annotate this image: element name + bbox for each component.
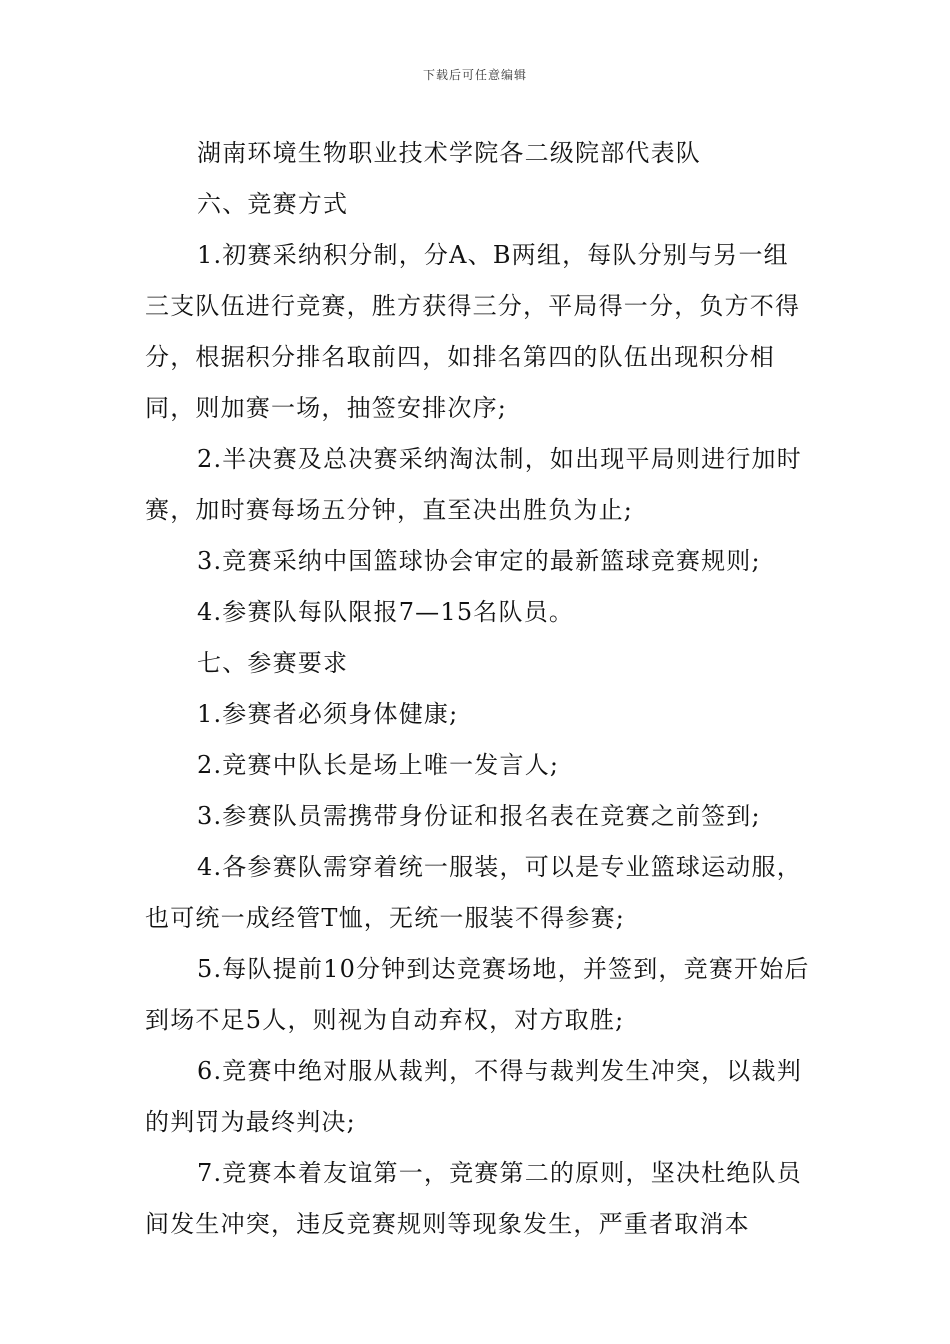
paragraph-captain-speaker: 2.竞赛中队长是场上唯一发言人; [197, 751, 560, 779]
section-heading-competition-format: 六、竞赛方式 [197, 190, 349, 218]
paragraph-id-signin: 3.参赛队员需携带身份证和报名表在竞赛之前签到; [197, 802, 761, 830]
paragraph-roster-limit: 4.参赛队每队限报7—15名队员。 [197, 598, 575, 626]
paragraph-team-list: 湖南环境生物职业技术学院各二级院部代表队 [197, 139, 701, 167]
paragraph-health-requirement: 1.参赛者必须身体健康; [197, 700, 459, 728]
header-note: 下载后可任意编辑 [422, 68, 527, 82]
section-heading-entry-requirements: 七、参赛要求 [197, 649, 349, 677]
paragraph-referee-rule: 6.竞赛中绝对服从裁判，不得与裁判发生冲突，以裁判的判罚为最终判决; [145, 1057, 802, 1136]
document-body [145, 128, 810, 1250]
paragraph-sportsmanship-rule: 7.竞赛本着友谊第一，竞赛第二的原则，坚决杜绝队员间发生冲突，违反竞赛规则等现象发生，严重者取消本 [145, 1159, 802, 1238]
paragraph-basketball-rules: 3.竞赛采纳中国篮球协会审定的最新篮球竞赛规则; [197, 547, 761, 575]
paragraph-uniform-rule: 4.各参赛队需穿着统一服装，可以是专业篮球运动服，也可统一成经管T恤，无统一服装不得参赛; [145, 853, 802, 932]
paragraph-arrival-rule: 5.每队提前10分钟到达竞赛场地，并签到，竞赛开始后到场不足5人，则视为自动弃权，对方取胜; [145, 955, 810, 1034]
paragraph-semifinal-rules: 2.半决赛及总决赛采纳淘汰制，如出现平局则进行加时赛，加时赛每场五分钟，直至决出胜负为止; [145, 445, 802, 524]
paragraph-preliminary-rules: 1.初赛采纳积分制，分A、B两组，每队分别与另一组三支队伍进行竞赛，胜方获得三分，平局得一分，负方不得分，根据积分排名取前四，如排名第四的队伍出现积分相同，则加赛一场，抽签安排次序; [145, 241, 801, 422]
